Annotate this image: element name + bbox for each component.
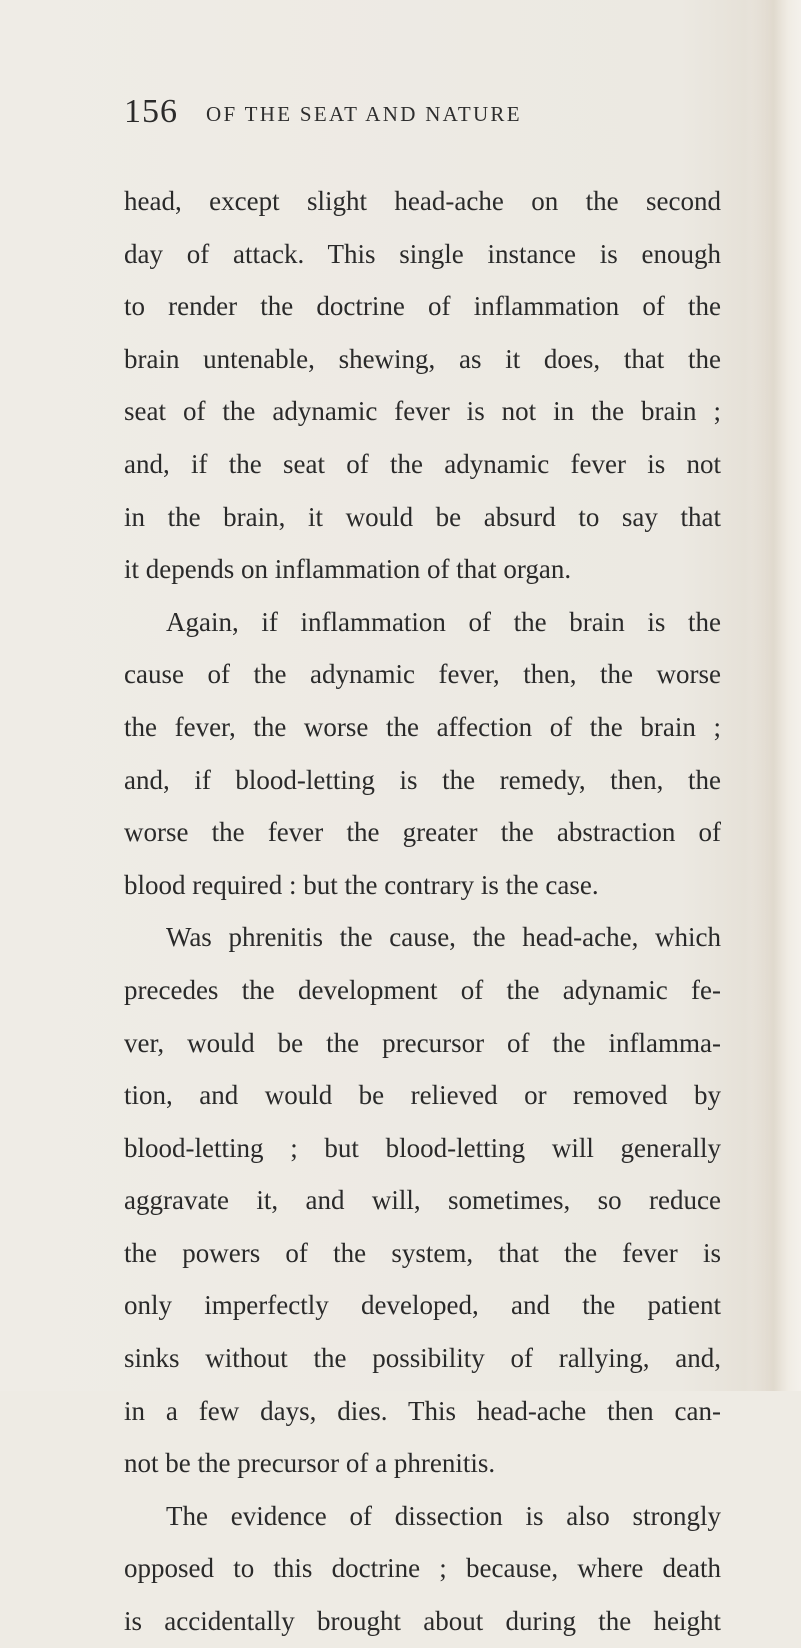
paragraph-end-line: blood required : but the contrary is the case. xyxy=(124,869,599,900)
text-line: precedes the development of the adynamic fe- xyxy=(124,974,721,1005)
text-line: the powers of the system, that the fever is xyxy=(124,1237,721,1268)
paragraph-end-line: it depends on inflammation of that organ. xyxy=(124,554,572,585)
text-line: head, except slight head-ache on the second xyxy=(124,186,721,216)
text-line: aggravate it, and will, sometimes, so reduce xyxy=(124,1185,721,1216)
paragraph-start-line: The evidence of dissection is also strongly xyxy=(166,1500,721,1531)
text-line: in a few days, dies. This head-ache then can- xyxy=(124,1395,721,1426)
page-number: 156 xyxy=(124,93,178,130)
text-line: ver, would be the precursor of the inflamma- xyxy=(124,1027,721,1058)
text-line: day of attack. This single instance is enough xyxy=(124,238,721,269)
text-line: to render the doctrine of inflammation of the xyxy=(124,291,721,322)
text-line: and, if blood-letting is the remedy, then, the xyxy=(124,764,721,795)
text-line: cause of the adynamic fever, then, the worse xyxy=(124,659,721,690)
running-head: OF THE SEAT AND NATURE xyxy=(206,102,522,126)
body-text xyxy=(124,175,721,1648)
text-line: in the brain, it would be absurd to say that xyxy=(124,501,721,532)
text-line: blood-letting ; but blood-letting will generally xyxy=(124,1132,721,1163)
text-line: the fever, the worse the affection of the brain ; xyxy=(124,711,721,742)
page-edge-shadow xyxy=(751,0,801,1391)
text-line: seat of the adynamic fever is not in the brain ; xyxy=(124,396,721,427)
paragraph-start-line: Was phrenitis the cause, the head-ache, which xyxy=(166,922,721,953)
text-line: only imperfectly developed, and the patient xyxy=(124,1290,721,1321)
text-line: opposed to this doctrine ; because, where death xyxy=(124,1553,721,1584)
text-line: and, if the seat of the adynamic fever is not xyxy=(124,448,721,479)
text-line: is accidentally brought about during the height xyxy=(124,1606,721,1637)
text-line: sinks without the possibility of rallying, and, xyxy=(124,1343,721,1374)
text-line: tion, and would be relieved or removed by xyxy=(124,1080,721,1111)
text-line: worse the fever the greater the abstraction of xyxy=(124,817,721,848)
page-header xyxy=(124,92,724,132)
text-line: brain untenable, shewing, as it does, that the xyxy=(124,343,721,374)
paragraph-start-line: Again, if inflammation of the brain is the xyxy=(166,606,721,637)
paragraph-end-line: not be the precursor of a phrenitis. xyxy=(124,1448,496,1479)
